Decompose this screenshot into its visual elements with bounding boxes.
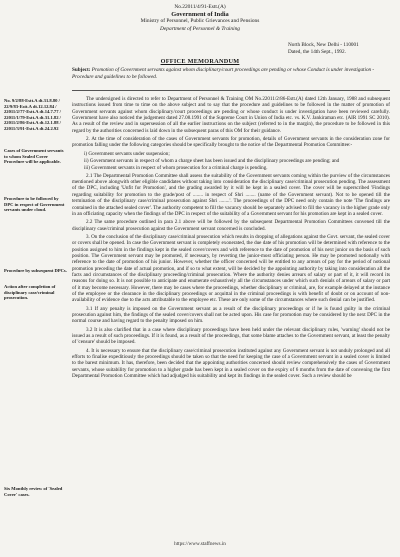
list-item: i) Government servants under suspension; — [84, 150, 170, 157]
address-block — [288, 42, 394, 56]
margin-note-sixmonthly-text: Six Monthly review of 'Sealed Cover' cases. — [4, 486, 63, 497]
paragraph-1: The undersigned is directed to refer to Department of Personnel & Training OM No.22011/2/86-Estt.(A) dated 12th January, 1988 and subsequent instructions issued from time to time on the above subject and to say that the procedure and guidelines to be followed in the matter of promotion of Government servants against whom disciplinary/court proceedings are pending or whose conduct is under investigation have been reviewed carefully. Government have also noticed the judgement dated 27.08.1991 of the Supreme Court in Union of India etc. vs. K.V. Jankiraman etc. (AIR 1991 SC 2010). As a result of the review and in supersession of all the earlier instructions on the subject (referred to in the margin), the procedure to be followed in this regard by the authorities concerned is laid down in the subsequent paras of this OM for their guidance. — [72, 96, 390, 134]
date-line: Dated, the 14th Sept., 1992. — [288, 48, 346, 55]
paragraph-3-1: 3.1 If any penalty is imposed on the Government servant as a result of the disciplinary proceedings or if he is found guilty in the criminal prosecution against him, the findings of the sealed cover/covers shall not be acted upon. His case for promotion may be considered by the next DPC in the normal course and having regard to the penalty imposed on him. — [72, 305, 390, 325]
list-item: iii) Government servants in respect of whom prosecution for a criminal charge is pending. — [84, 165, 268, 172]
margin-note-dpc-text: Procedure to be followed by DPC in respect of Government servants under cloud. — [4, 196, 65, 213]
file-number: No.22011/4/91-Estt.(A) — [174, 4, 226, 10]
margin-note-subsequent-text: Procedure by subsequent DPCs. — [4, 268, 67, 273]
subject-text: Promotion of Government servants against whom disciplinary/court proceedings are pending or whose Conduct is under investigation - Procedure and guidelines to be followed. — [72, 67, 375, 80]
memo-body — [72, 96, 390, 381]
paragraph-2: 2. At the time of consideration of the cases of Government servants for promotion, details of Government servants in the consideration zone for promotion falling under the following categories should be specifically brought to the notice of the Departmental Promotion Committee:- — [72, 136, 390, 149]
paragraph-4: 4. It is necessary to ensure that the disciplinary case/criminal prosecution instituted against any Government servant is not unduly prolonged and all efforts to finalise expeditiously the proceedings should be taken so that the need for keeping the case of a Government servant in a sealed cover is limited to the barest minimum. It has, therefore, been decided that the appointing authorities concerned should review comprehensively the cases of Government servants, whose suitability for promotion to a higher grade has been kept in a sealed cover on the expiry of 6 months from the date of convening the first Departmental Promotion Committee which had adjudged his suitability and kept its findings in the sealed cover. Such a review should be — [72, 347, 390, 380]
paragraph-3-2: 3.2 It is also clarified that in a case where disciplinary proceedings have been held under the relevant disciplinary rules, 'warning' should not be issued as a result of such proceedings. If it is found, as a result of the proceedings, that some blame attaches to the Government servant, at least the penalty of 'censure' should be imposed. — [72, 326, 390, 346]
paragraph-3: 3. On the conclusion of the disciplinary case/criminal prosecution which results in dropping of allegations against the Govt. servant, the sealed cover or covers shall be opened. In case the Government servant is completely exonerated, the due date of his promotion will be determined with reference to the position assigned to him in the findings kept in the sealed cover/covers and with reference to the date of promotion of his next junior on the basis of such position. The Government servant may be promoted, if necessary, by reverting the junior-most officiating person. He may be promoted notionally with reference to the date of promotion of his junior. However, whether the officer concerned will be entitled to any arrears of pay for the period of notional promotion preceding the date of actual promotion, and if so to what extent, will be decided by the appointing authority by taking into consideration all the facts and circumstances of the disciplinary proceeding/criminal prosecution. Where the authority denies arrears of salary or part of it, it will record its reasons for doing so. It is not possible to anticipate and enumerate exhaustively all the circumstances under which such denials of arrears of salary or part of it may become necessary. However, there may be cases where the proceedings, whether disciplinary or criminal, are, for example delayed at the instance of the employee or the clearance in the disciplinary proceedings or acquittal in the criminal proceedings is with benefit of doubt or on account of non-availability of evidence due to the acts attributable to the employee etc. These are only some of the circumstances where such denial can be justified. — [72, 233, 390, 304]
footer-url[interactable]: https://www.staffnews.in — [174, 541, 226, 547]
address-line: North Block, New Delhi - 110001 — [288, 42, 359, 48]
margin-note-action — [4, 284, 68, 301]
margin-note-sixmonthly — [4, 486, 68, 497]
letterhead — [0, 4, 400, 33]
memo-title: OFFICE MEMORANDUM — [160, 58, 240, 65]
department-name: Department of Personnel & Training — [160, 25, 240, 32]
margin-note-cases — [4, 148, 68, 165]
margin-note-cases-text: Cases of Government servants to whom Sealed Cover Procedure will be applicable. — [4, 148, 64, 165]
reference-list: No. 9/2/88-Estt.A dt.31.8.80 / 22/9/83-Estt.A dt.12.12.84 / 22011/2/77-Estt.A dt.14.7.77 / 22011/1/79-Estt.A dt.31.1.82 / 22011/2/86-Estt.A dt.12.1.88 / 22011/3/91-Estt.A dt.24.2.92 — [4, 98, 61, 131]
margin-references — [4, 98, 68, 132]
margin-note-dpc — [4, 196, 68, 213]
paragraph-2-2: 2.2 The same procedure outlined in para 2.1 above will be followed by the subsequent Departmental Promotion Committees convened till the disciplinary case/criminal prosecution against the Government servant concerned is concluded. — [72, 219, 390, 232]
subject-divider — [72, 90, 390, 91]
paragraph-2-1: 2.1 The Departmental Promotion Committee shall assess the suitability of the Government servants coming within the purview of the circumstances mentioned above alongwith other eligible candidates without taking into consideration the disciplinary case/criminal prosecution pending. The assessment of the DPC, including 'Unfit for Promotion', and the grading awarded by it will be kept in a sealed cover. The cover will be superscribed 'Findings regarding suitability for promotion to the grade/post of ........ in respect of Shri ........ (name of the Government servant). Not to be opened till the termination of the disciplinary case/criminal prosecution against Shri ........'. The proceedings of the DPC need only contain the note 'The findings are contained in the attached sealed cover'. The authority competent to fill the vacancy should be separately advised to fill the vacancy in the higher grade only in an officiating capacity when the findings of the DPC in respect of the suitability of a Government servant for his promotion are kept in a sealed cover. — [72, 172, 390, 217]
ministry-name: Ministry of Personnel, Public Grievances and Pensions — [140, 18, 260, 25]
margin-note-subsequent — [4, 268, 68, 274]
government-title: Government of India — [171, 11, 229, 19]
subject-block — [72, 67, 382, 80]
margin-note-action-text: Action after completion of disciplinary case/criminal prosecution. — [4, 284, 56, 301]
list-item: ii) Government servants in respect of whom a charge sheet has been issued and the disciplinary proceedings are pending; and — [84, 158, 340, 165]
subject-label: Subject: — [72, 67, 91, 73]
